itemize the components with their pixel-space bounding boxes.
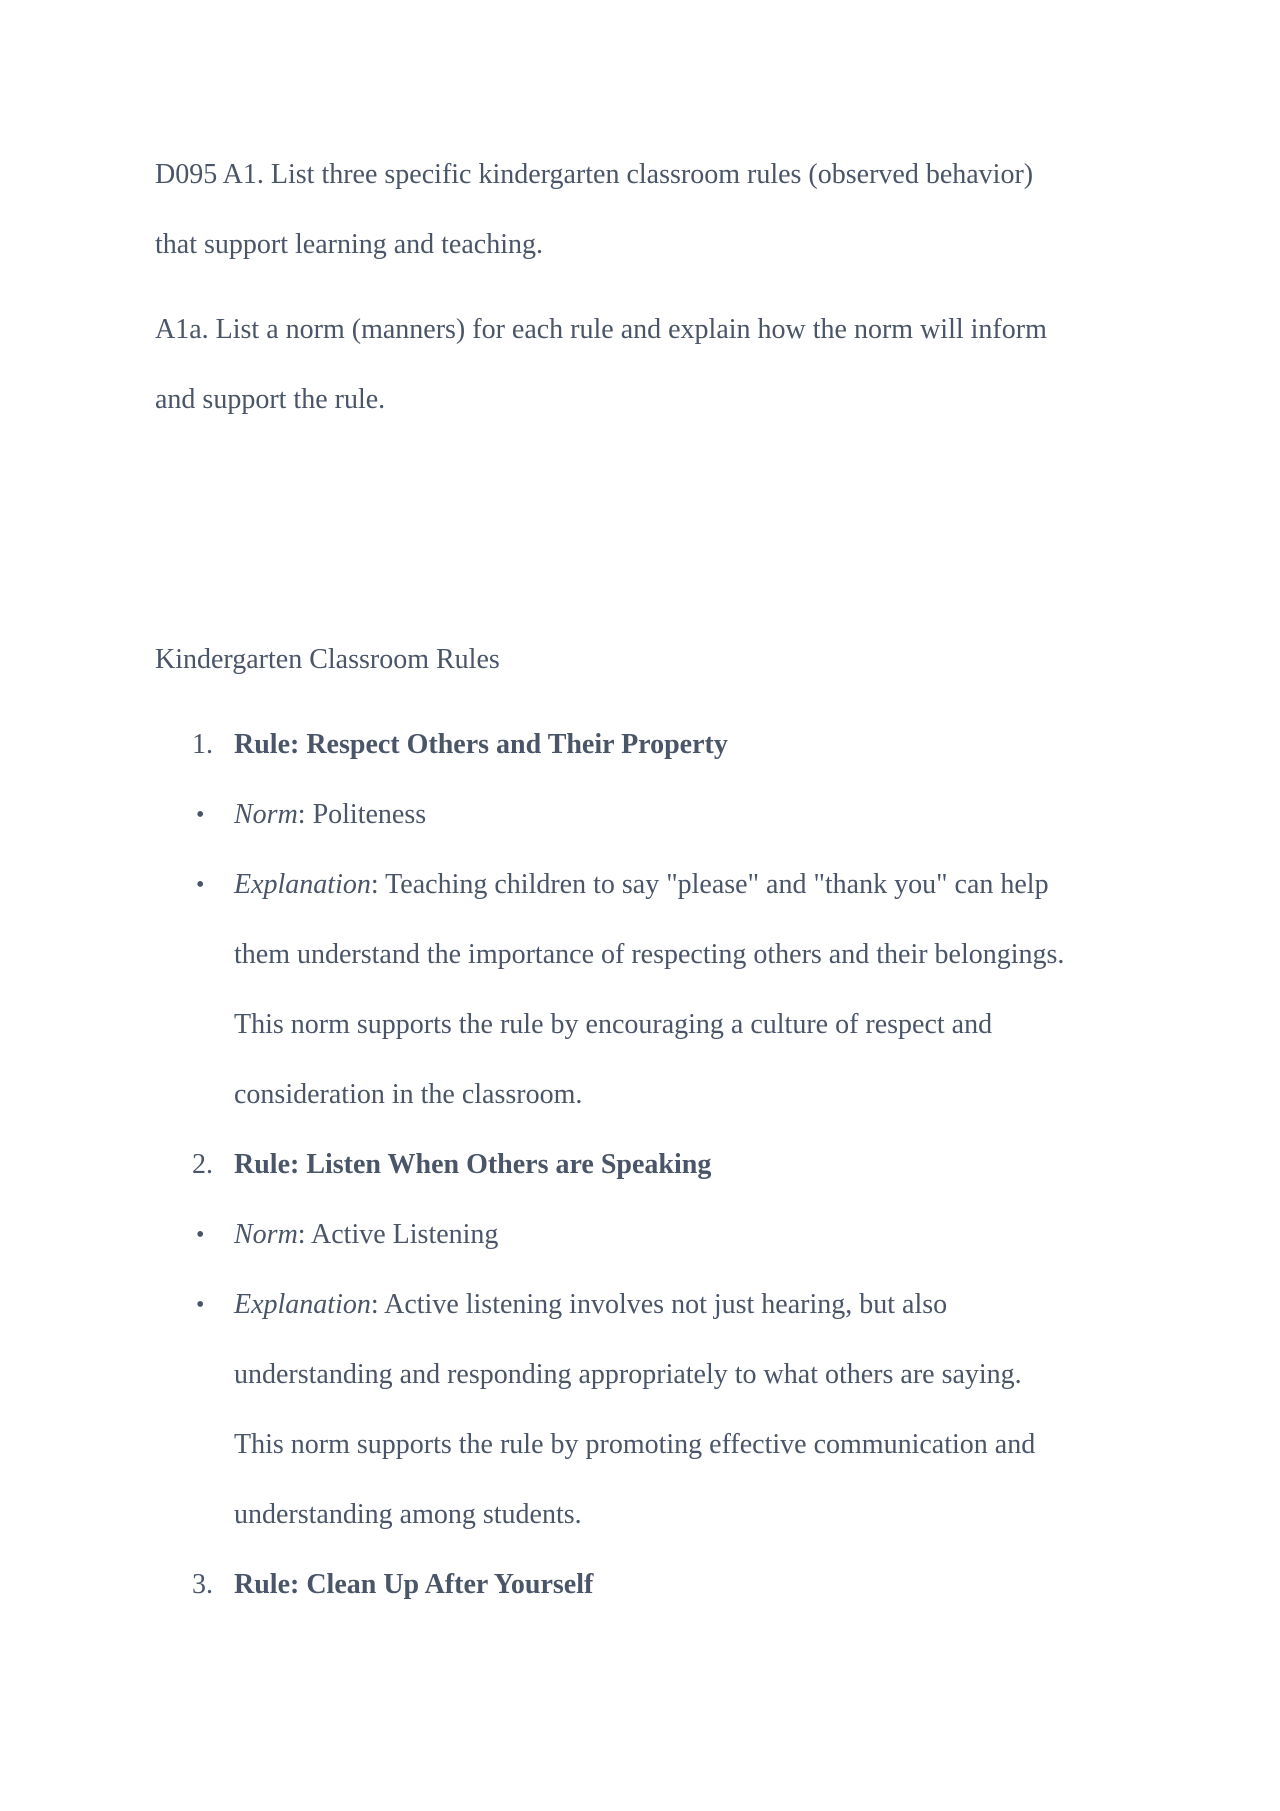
rule-2-norm	[0, 1200, 1280, 1270]
rule-3-number: 3.	[192, 1569, 213, 1600]
explanation-line: them understand the importance of respecting others and their belongings.	[234, 939, 1065, 970]
rule-1-norm	[0, 780, 1280, 850]
intro-line-2: that support learning and teaching.	[155, 229, 543, 260]
norm-value: : Politeness	[297, 799, 427, 830]
bullet-icon: •	[196, 872, 205, 898]
intro-line-3: A1a. List a norm (manners) for each rule and explain how the norm will inform	[155, 314, 1047, 345]
rule-3-title: Rule: Clean Up After Yourself	[234, 1569, 594, 1600]
rule-1-title: Rule: Respect Others and Their Property	[234, 729, 728, 760]
explanation-line: This norm supports the rule by promoting effective communication and	[234, 1429, 1036, 1460]
explanation-line: : Teaching children to say "please" and "thank you" can help	[370, 869, 1049, 900]
bullet-icon: •	[196, 1222, 205, 1248]
rule-1-explanation-text	[234, 850, 1049, 920]
intro-line-4: and support the rule.	[155, 384, 386, 415]
intro-line-1: D095 A1. List three specific kindergarten classroom rules (observed behavior)	[155, 159, 1034, 190]
rule-1	[0, 710, 1280, 780]
bullet-icon: •	[196, 802, 205, 828]
rule-1-number: 1.	[192, 729, 213, 760]
rule-1-explanation	[0, 850, 1280, 920]
rule-2	[0, 1130, 1280, 1200]
norm-label: Norm	[234, 1219, 298, 1250]
bullet-icon: •	[196, 1292, 205, 1318]
explanation-label: Explanation	[234, 869, 371, 900]
rule-1-norm-text	[234, 780, 426, 850]
rule-2-explanation-text	[234, 1270, 947, 1340]
rule-2-explanation	[0, 1270, 1280, 1340]
rule-2-title: Rule: Listen When Others are Speaking	[234, 1149, 712, 1180]
norm-label: Norm	[234, 799, 298, 830]
explanation-line: consideration in the classroom.	[234, 1079, 583, 1110]
section-heading: Kindergarten Classroom Rules	[155, 644, 500, 675]
rule-2-norm-text	[234, 1200, 498, 1270]
explanation-line: : Active listening involves not just hearing, but also	[370, 1289, 948, 1320]
rule-2-number: 2.	[192, 1149, 213, 1180]
explanation-line: This norm supports the rule by encouraging a culture of respect and	[234, 1009, 993, 1040]
explanation-line: understanding among students.	[234, 1499, 582, 1530]
explanation-label: Explanation	[234, 1289, 371, 1320]
explanation-line: understanding and responding appropriately to what others are saying.	[234, 1359, 1022, 1390]
rule-3	[0, 1550, 1280, 1620]
norm-value: : Active Listening	[297, 1219, 499, 1250]
